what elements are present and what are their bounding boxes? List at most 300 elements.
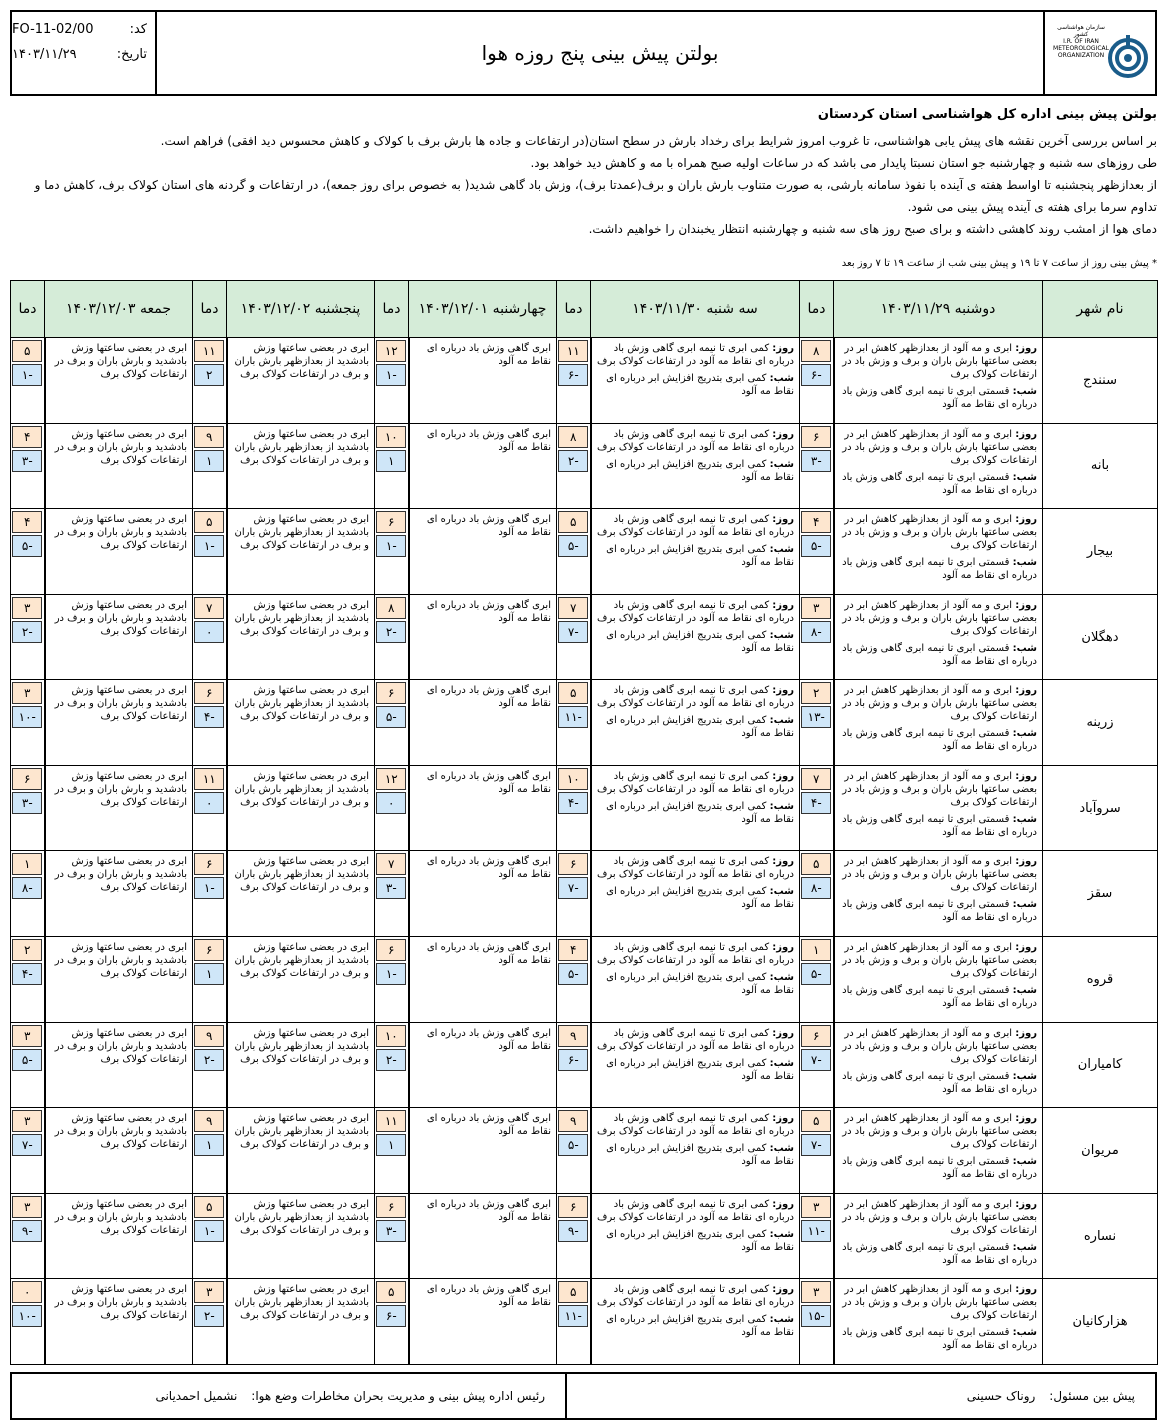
table-row [11, 1022, 1158, 1108]
night-forecast [840, 813, 1038, 839]
day-text: ابری و مه آلود از بعدازظهر کاهش ابر در بعضی ساعتها بارش باران و برف و وزش باد در ارتفاعات کولاک برف [842, 770, 1037, 808]
night-text: کمی ابری بتدریج افزایش ابر درباره ای نقاط مه آلود [606, 972, 794, 997]
forecast-description [834, 423, 1043, 509]
max-temp: ۹ [194, 426, 224, 448]
forecast-description [834, 851, 1043, 937]
city-name: کامیاران [1043, 1022, 1158, 1108]
night-label: شب: [769, 715, 794, 727]
temperature-cell [375, 680, 409, 766]
day-forecast [840, 855, 1038, 894]
day-text: ابری و مه آلود از بعدازظهر کاهش ابر در بعضی ساعتها بارش باران و برف و وزش باد در ارتفاعات کولاک برف [842, 599, 1037, 637]
min-temp: -۷ [801, 1134, 831, 1156]
max-temp: ۶ [558, 853, 588, 875]
forecast-description: ابری گاهی وزش باد درباره ای نقاط مه آلود [409, 1193, 557, 1279]
forecaster-name: روناک حسینی [966, 1389, 1036, 1403]
date-value: ۱۴۰۳/۱۱/۲۹ [12, 47, 77, 62]
max-temp: ۲ [801, 682, 831, 704]
max-temp: ۴ [12, 426, 42, 448]
min-temp: -۲ [376, 1049, 406, 1071]
night-text: کمی ابری بتدریج افزایش ابر درباره ای نقاط مه آلود [606, 800, 794, 825]
max-temp: ۹ [558, 1025, 588, 1047]
forecast-description [591, 423, 800, 509]
night-text: قسمتی ابری تا نیمه ابری گاهی وزش باد درباره ای نقاط مه آلود [842, 1070, 1037, 1095]
table-header-row [11, 281, 1158, 338]
temperature-cell [800, 423, 834, 509]
forecast-description: ابری در بعضی ساعتها وزش بادشدید از بعدازظهر بارش باران و برف در ارتفاعات کولاک برف [227, 509, 375, 595]
forecast-description [834, 680, 1043, 766]
bulletin-header [10, 10, 1157, 96]
day-column-header: چهارشنبه ۱۴۰۳/۱۲/۰۱ [409, 281, 557, 338]
day-text: ابری و مه آلود از بعدازظهر کاهش ابر در بعضی ساعتها بارش باران و برف و وزش باد در ارتفاعات کولاک برف [842, 1027, 1037, 1065]
night-text: کمی ابری بتدریج افزایش ابر درباره ای نقاط مه آلود [606, 1314, 794, 1339]
day-forecast [840, 1283, 1038, 1322]
city-name: نساره [1043, 1193, 1158, 1279]
night-label: شب: [1012, 813, 1037, 825]
forecast-description: ابری در بعضی ساعتها وزش بادشدید از بعدازظهر بارش باران و برف در ارتفاعات کولاک برف [227, 1193, 375, 1279]
day-text: ابری و مه آلود از بعدازظهر کاهش ابر در بعضی ساعتها بارش باران و برف و وزش باد در ارتفاعات کولاک برف [842, 1198, 1037, 1236]
min-temp: -۱ [376, 364, 406, 386]
night-text: قسمتی ابری تا نیمه ابری گاهی وزش باد درباره ای نقاط مه آلود [842, 728, 1037, 753]
day-label: روز: [772, 1198, 794, 1210]
day-label: روز: [1015, 428, 1037, 440]
day-label: روز: [772, 514, 794, 526]
day-forecast [840, 342, 1038, 381]
day-label: روز: [1015, 1284, 1037, 1296]
max-temp: ۳ [12, 1025, 42, 1047]
temperature-cell [375, 509, 409, 595]
temperature-cell [193, 423, 227, 509]
day-forecast [840, 599, 1038, 638]
day-label: روز: [772, 856, 794, 868]
temperature-cell [193, 594, 227, 680]
min-temp: -۳ [376, 877, 406, 899]
day-label: روز: [1015, 1113, 1037, 1125]
table-row [11, 1193, 1158, 1279]
forecast-description [834, 937, 1043, 1023]
max-temp: ۳ [801, 1196, 831, 1218]
table-row [11, 1108, 1158, 1194]
forecast-description: ابری در بعضی ساعتها وزش بادشدید و بارش باران و برف در ارتفاعات کولاک برف [45, 1193, 193, 1279]
forecast-description [834, 1108, 1043, 1194]
day-label: روز: [1015, 1027, 1037, 1039]
day-text: کمی ابری تا نیمه ابری گاهی وزش باد درباره ای نقاط مه آلود در ارتفاعات کولاک برف [597, 1113, 794, 1138]
night-forecast [597, 543, 795, 569]
min-temp: ۰ [194, 621, 224, 643]
temperature-cell [375, 594, 409, 680]
day-text: کمی ابری تا نیمه ابری گاهی وزش باد درباره ای نقاط مه آلود در ارتفاعات کولاک برف [597, 1027, 794, 1052]
night-forecast [597, 372, 795, 398]
forecast-description: ابری در بعضی ساعتها وزش بادشدید از بعدازظهر بارش باران و برف در ارتفاعات کولاک برف [227, 1108, 375, 1194]
temperature-cell [557, 937, 591, 1023]
forecast-description: ابری در بعضی ساعتها وزش بادشدید و بارش باران و برف در ارتفاعات کولاک برف [45, 338, 193, 424]
intro-paragraph: بر اساس بررسی آخرین نقشه های پیش یابی هواشناسی، تا غروب امروز شرایط برای رخداد بارش در سطح استان(در ارتفاعات و جاده ها بارش برف با کولاک و کاهش محسوس دید افقی) فراهم است. [160, 134, 1157, 148]
code-label: کد: [129, 22, 147, 37]
day-column-header: دوشنبه ۱۴۰۳/۱۱/۲۹ [834, 281, 1043, 338]
max-temp: ۸ [801, 340, 831, 362]
max-temp: ۳ [12, 597, 42, 619]
min-temp: -۵ [376, 706, 406, 728]
night-label: شب: [769, 544, 794, 556]
day-label: روز: [772, 942, 794, 954]
night-label: شب: [1012, 386, 1037, 397]
day-label: روز: [772, 599, 794, 611]
night-forecast [840, 1070, 1038, 1096]
day-forecast [597, 428, 795, 454]
day-text: ابری و مه آلود از بعدازظهر کاهش ابر در بعضی ساعتها بارش باران و برف و وزش باد در ارتفاعات کولاک برف [842, 1284, 1037, 1322]
max-temp: ۶ [194, 853, 224, 875]
min-temp: ۱ [194, 963, 224, 985]
max-temp: ۷ [801, 768, 831, 790]
min-temp: -۵ [12, 1049, 42, 1071]
temperature-cell [11, 680, 45, 766]
forecast-description [834, 765, 1043, 851]
max-temp: ۵ [801, 853, 831, 875]
min-temp: -۸ [801, 877, 831, 899]
min-temp: -۴ [801, 792, 831, 814]
temperature-cell [557, 423, 591, 509]
day-forecast [597, 1112, 795, 1138]
min-temp: -۴ [558, 792, 588, 814]
min-temp: -۵ [558, 963, 588, 985]
max-temp: ۶ [376, 511, 406, 533]
forecast-description: ابری در بعضی ساعتها وزش بادشدید از بعدازظهر بارش باران و برف در ارتفاعات کولاک برف [227, 937, 375, 1023]
table-row [11, 765, 1158, 851]
night-text: کمی ابری بتدریج افزایش ابر درباره ای نقاط مه آلود [606, 715, 794, 740]
intro-paragraph: طی روزهای سه شنبه و چهارشنبه جو استان نسبتا پایدار می باشد که در ساعات اولیه صبح همراه با مه و کاهش دید خواهد بود. [530, 156, 1157, 170]
city-name: مریوان [1043, 1108, 1158, 1194]
forecast-description: ابری در بعضی ساعتها وزش بادشدید و بارش باران و برف در ارتفاعات کولاک برف [45, 680, 193, 766]
night-forecast [597, 1142, 795, 1168]
forecast-description: ابری در بعضی ساعتها وزش بادشدید و بارش باران و برف در ارتفاعات کولاک برف [45, 1279, 193, 1365]
temp-column-header: دما [375, 281, 409, 338]
intro-section [10, 104, 1157, 240]
min-temp: -۱ [12, 364, 42, 386]
forecast-description [591, 851, 800, 937]
max-temp: ۱۱ [376, 1110, 406, 1132]
forecast-description: ابری در بعضی ساعتها وزش بادشدید از بعدازظهر بارش باران و برف در ارتفاعات کولاک برف [227, 1022, 375, 1108]
night-text: قسمتی ابری تا نیمه ابری گاهی وزش باد درباره ای نقاط مه آلود [842, 1327, 1037, 1352]
min-temp: ۱ [376, 450, 406, 472]
max-temp: ۸ [558, 426, 588, 448]
city-name: سقز [1043, 851, 1158, 937]
min-temp: -۵ [558, 1134, 588, 1156]
temperature-cell [800, 937, 834, 1023]
min-temp: ۱ [194, 1134, 224, 1156]
night-text: قسمتی ابری تا نیمه ابری گاهی وزش باد درباره ای نقاط مه آلود [842, 899, 1037, 924]
night-label: شب: [769, 886, 794, 898]
max-temp: ۱۰ [376, 426, 406, 448]
city-name: زرینه [1043, 680, 1158, 766]
max-temp: ۹ [194, 1025, 224, 1047]
min-temp: -۱۳ [801, 706, 831, 728]
max-temp: ۵ [558, 682, 588, 704]
night-label: شب: [769, 1143, 794, 1155]
day-text: کمی ابری تا نیمه ابری گاهی وزش باد درباره ای نقاط مه آلود در ارتفاعات کولاک برف [597, 942, 794, 967]
temperature-cell [800, 1193, 834, 1279]
day-label: روز: [1015, 856, 1037, 868]
forecast-description [591, 1022, 800, 1108]
max-temp: ۶ [376, 939, 406, 961]
day-forecast [840, 1112, 1038, 1151]
night-label: شب: [769, 1057, 794, 1069]
day-forecast [840, 941, 1038, 980]
night-label: شب: [1012, 728, 1037, 740]
code-value: FO-11-02/00 [12, 22, 94, 37]
night-forecast [597, 1057, 795, 1083]
forecaster-block [565, 1374, 1155, 1418]
day-forecast [597, 770, 795, 796]
document-meta [12, 12, 157, 94]
max-temp: ۸ [376, 597, 406, 619]
night-label: شب: [769, 1228, 794, 1240]
min-temp: -۳ [12, 450, 42, 472]
min-temp: -۶ [801, 364, 831, 386]
temperature-cell [800, 338, 834, 424]
forecast-description: ابری در بعضی ساعتها وزش بادشدید و بارش باران و برف در ارتفاعات کولاک برف [45, 937, 193, 1023]
forecast-description [834, 338, 1043, 424]
night-label: شب: [1012, 557, 1037, 569]
max-temp: ۹ [194, 1110, 224, 1132]
night-forecast [597, 1313, 795, 1339]
temperature-cell [193, 1022, 227, 1108]
forecast-description: ابری گاهی وزش باد درباره ای نقاط مه آلود [409, 680, 557, 766]
intro-paragraph: دمای هوا از امشب روند کاهشی داشته و برای صبح روز های سه شنبه و چهارشنبه انتظار یخبندان را خواهیم داشت. [588, 222, 1157, 236]
day-label: روز: [1015, 1198, 1037, 1210]
forecast-description [591, 937, 800, 1023]
min-temp: ۲ [194, 364, 224, 386]
night-text: قسمتی ابری تا نیمه ابری گاهی وزش باد درباره ای نقاط مه آلود [842, 471, 1037, 496]
day-text: ابری و مه آلود از بعدازظهر کاهش ابر در بعضی ساعتها بارش باران و برف و وزش باد در ارتفاعات کولاک برف [842, 685, 1037, 723]
city-name: بیجار [1043, 509, 1158, 595]
night-text: کمی ابری بتدریج افزایش ابر درباره ای نقاط مه آلود [606, 1143, 794, 1168]
night-label: شب: [1012, 1241, 1037, 1253]
bulletin-title: بولتن پیش بینی پنج روزه هوا [481, 41, 719, 65]
min-temp: -۷ [558, 877, 588, 899]
min-temp: -۲ [558, 450, 588, 472]
temperature-cell [557, 338, 591, 424]
temperature-cell [375, 1108, 409, 1194]
max-temp: ۱۱ [194, 768, 224, 790]
forecast-description: ابری گاهی وزش باد درباره ای نقاط مه آلود [409, 851, 557, 937]
max-temp: ۶ [801, 426, 831, 448]
temp-column-header: دما [800, 281, 834, 338]
night-text: کمی ابری بتدریج افزایش ابر درباره ای نقاط مه آلود [606, 629, 794, 654]
day-forecast [597, 1198, 795, 1224]
day-forecast [840, 684, 1038, 723]
day-text: کمی ابری تا نیمه ابری گاهی وزش باد درباره ای نقاط مه آلود در ارتفاعات کولاک برف [597, 514, 794, 539]
max-temp: ۱ [801, 939, 831, 961]
day-forecast [597, 1283, 795, 1309]
max-temp: ۶ [376, 1196, 406, 1218]
day-label: روز: [1015, 942, 1037, 954]
max-temp: ۶ [376, 682, 406, 704]
temperature-cell [800, 1108, 834, 1194]
temperature-cell [11, 1193, 45, 1279]
night-text: قسمتی ابری تا نیمه ابری گاهی وزش باد درباره ای نقاط مه آلود [842, 557, 1037, 582]
night-text: قسمتی ابری تا نیمه ابری گاهی وزش باد درباره ای نقاط مه آلود [842, 813, 1037, 838]
night-forecast [840, 471, 1038, 497]
forecast-description: ابری گاهی وزش باد درباره ای نقاط مه آلود [409, 594, 557, 680]
day-forecast [597, 1027, 795, 1053]
night-label: شب: [769, 972, 794, 984]
night-forecast [597, 885, 795, 911]
max-temp: ۴ [558, 939, 588, 961]
forecast-description [834, 594, 1043, 680]
min-temp: -۷ [12, 1134, 42, 1156]
temperature-cell [375, 937, 409, 1023]
forecast-description [591, 1193, 800, 1279]
day-label: روز: [1015, 599, 1037, 611]
forecast-description [591, 680, 800, 766]
forecast-description: ابری در بعضی ساعتها وزش بادشدید و بارش باران و برف در ارتفاعات کولاک برف [45, 851, 193, 937]
forecast-description: ابری گاهی وزش باد درباره ای نقاط مه آلود [409, 338, 557, 424]
forecast-description [591, 1108, 800, 1194]
night-text: کمی ابری بتدریج افزایش ابر درباره ای نقاط مه آلود [606, 544, 794, 569]
temperature-cell [375, 423, 409, 509]
min-temp: -۹ [558, 1220, 588, 1242]
forecast-description: ابری در بعضی ساعتها وزش بادشدید از بعدازظهر بارش باران و برف در ارتفاعات کولاک برف [227, 851, 375, 937]
day-label: روز: [1015, 343, 1037, 354]
min-temp: -۳ [801, 450, 831, 472]
night-forecast [840, 898, 1038, 924]
forecast-description: ابری گاهی وزش باد درباره ای نقاط مه آلود [409, 1022, 557, 1108]
table-row [11, 338, 1158, 424]
max-temp: ۶ [194, 682, 224, 704]
min-temp: ۱ [194, 450, 224, 472]
forecast-description [591, 338, 800, 424]
temperature-cell [11, 1279, 45, 1365]
min-temp: -۱۱ [801, 1220, 831, 1242]
night-text: قسمتی ابری تا نیمه ابری گاهی وزش باد درباره ای نقاط مه آلود [842, 1156, 1037, 1181]
min-temp: -۵ [801, 535, 831, 557]
logo-text: سازمان هواشناسی کشور I.R. OF IRAN METEOROLOGICAL ORGANIZATION [1053, 24, 1109, 59]
temperature-cell [193, 509, 227, 595]
day-text: ابری و مه آلود از بعدازظهر کاهش ابر در بعضی ساعتها بارش باران و برف و وزش باد در ارتفاعات کولاک برف [842, 428, 1037, 466]
city-name: سنندج [1043, 338, 1158, 424]
signature-footer [10, 1372, 1157, 1420]
night-forecast [840, 385, 1038, 411]
day-column-header: پنجشنبه ۱۴۰۳/۱۲/۰۲ [227, 281, 375, 338]
temperature-cell [11, 1022, 45, 1108]
forecast-description: ابری گاهی وزش باد درباره ای نقاط مه آلود [409, 765, 557, 851]
day-label: روز: [772, 1284, 794, 1296]
night-text: کمی ابری بتدریج افزایش ابر درباره ای نقاط مه آلود [606, 1057, 794, 1082]
day-forecast [597, 342, 795, 368]
forecast-description: ابری گاهی وزش باد درباره ای نقاط مه آلود [409, 1108, 557, 1194]
night-label: شب: [1012, 985, 1037, 997]
temperature-cell [11, 509, 45, 595]
forecast-description [591, 594, 800, 680]
date-label: تاریخ: [116, 47, 147, 62]
temperature-cell [557, 765, 591, 851]
temp-column-header: دما [193, 281, 227, 338]
temperature-cell [557, 680, 591, 766]
day-text: کمی ابری تا نیمه ابری گاهی وزش باد درباره ای نقاط مه آلود در ارتفاعات کولاک برف [597, 770, 794, 795]
temperature-cell [193, 338, 227, 424]
table-row [11, 1279, 1158, 1365]
day-label: روز: [1015, 514, 1037, 526]
chief-block [12, 1374, 565, 1418]
temperature-cell [557, 509, 591, 595]
forecast-description: ابری گاهی وزش باد درباره ای نقاط مه آلود [409, 423, 557, 509]
min-temp: -۷ [558, 621, 588, 643]
night-text: قسمتی ابری تا نیمه ابری گاهی وزش باد درباره ای نقاط مه آلود [842, 386, 1037, 410]
forecast-description: ابری در بعضی ساعتها وزش بادشدید از بعدازظهر بارش باران و برف در ارتفاعات کولاک برف [227, 338, 375, 424]
city-name: قروه [1043, 937, 1158, 1023]
max-temp: ۳ [12, 682, 42, 704]
temperature-cell [11, 594, 45, 680]
max-temp: ۳ [801, 597, 831, 619]
temperature-cell [800, 509, 834, 595]
min-temp: -۱۰ [12, 706, 42, 728]
table-row [11, 423, 1158, 509]
night-label: شب: [769, 1314, 794, 1326]
max-temp: ۶ [801, 1025, 831, 1047]
day-forecast [840, 1027, 1038, 1066]
day-forecast [840, 513, 1038, 552]
max-temp: ۳ [12, 1196, 42, 1218]
forecast-description: ابری در بعضی ساعتها وزش بادشدید و بارش باران و برف در ارتفاعات کولاک برف [45, 509, 193, 595]
night-label: شب: [1012, 1327, 1037, 1339]
min-temp: -۷ [801, 1049, 831, 1071]
night-label: شب: [1012, 1070, 1037, 1082]
table-row [11, 851, 1158, 937]
temperature-cell [557, 1279, 591, 1365]
min-temp: -۵ [801, 963, 831, 985]
day-forecast [840, 428, 1038, 467]
max-temp: ۲ [12, 939, 42, 961]
night-text: قسمتی ابری تا نیمه ابری گاهی وزش باد درباره ای نقاط مه آلود [842, 642, 1037, 667]
max-temp: ۷ [558, 597, 588, 619]
night-label: شب: [1012, 642, 1037, 654]
min-temp: -۶ [558, 364, 588, 386]
intro-title: بولتن پیش بینی اداره کل هواشناسی استان کردستان [817, 107, 1157, 122]
city-column-header: نام شهر [1043, 281, 1158, 338]
min-temp: -۱۱ [558, 1305, 588, 1327]
min-temp: -۲ [194, 1305, 224, 1327]
day-forecast [840, 770, 1038, 809]
max-temp: ۶ [12, 768, 42, 790]
max-temp: ۵ [558, 511, 588, 533]
min-temp: -۱ [194, 877, 224, 899]
temperature-cell [375, 851, 409, 937]
forecaster-label: پیش بین مسئول: [1049, 1389, 1135, 1403]
forecast-description [591, 509, 800, 595]
max-temp: ۰ [12, 1281, 42, 1303]
min-temp: -۶ [376, 1305, 406, 1327]
forecast-description [834, 1193, 1043, 1279]
forecast-description: ابری در بعضی ساعتها وزش بادشدید و بارش باران و برف در ارتفاعات کولاک برف [45, 423, 193, 509]
min-temp: ۰ [376, 792, 406, 814]
night-forecast [597, 629, 795, 655]
night-label: شب: [769, 629, 794, 641]
night-forecast [840, 1241, 1038, 1267]
night-forecast [840, 1326, 1038, 1352]
night-label: شب: [769, 458, 794, 470]
forecast-description: ابری در بعضی ساعتها وزش بادشدید و بارش باران و برف در ارتفاعات کولاک برف [45, 1022, 193, 1108]
max-temp: ۵ [558, 1281, 588, 1303]
max-temp: ۵ [376, 1281, 406, 1303]
forecast-description [591, 1279, 800, 1365]
temperature-cell [193, 1108, 227, 1194]
forecast-description: ابری در بعضی ساعتها وزش بادشدید و بارش باران و برف در ارتفاعات کولاک برف [45, 594, 193, 680]
min-temp: ۱ [376, 1134, 406, 1156]
day-label: روز: [1015, 685, 1037, 697]
night-text: کمی ابری بتدریج افزایش ابر درباره ای نقاط مه آلود [606, 373, 794, 397]
forecast-description [834, 509, 1043, 595]
temperature-cell [11, 338, 45, 424]
min-temp: -۸ [12, 877, 42, 899]
